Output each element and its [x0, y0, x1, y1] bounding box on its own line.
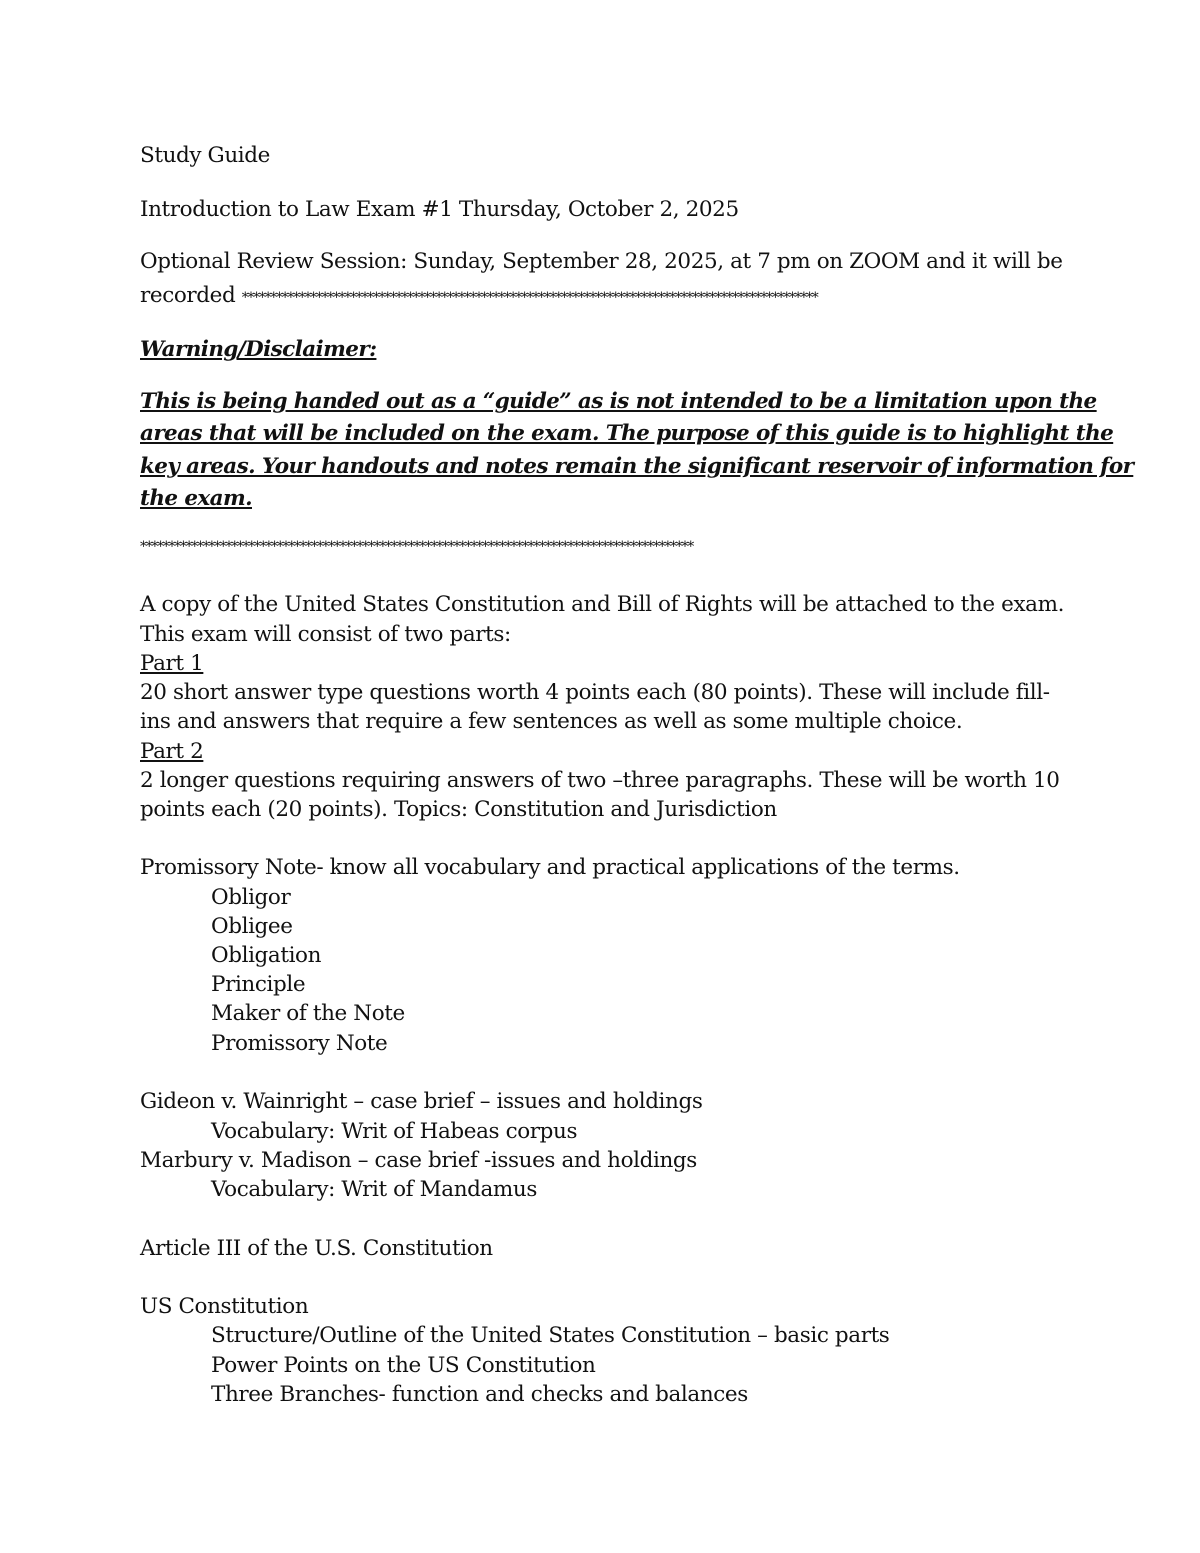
promissory-term: Maker of the Note: [211, 1001, 405, 1026]
part-2-text: points each (20 points). Topics: Constitution and Jurisdiction: [140, 797, 777, 822]
promissory-term: Obligee: [211, 914, 293, 939]
intro-line: A copy of the United States Constitution and Bill of Rights will be attached to the exam.: [140, 592, 1065, 617]
review-session-line: Optional Review Session: Sunday, September 28, 2025, at 7 pm on ZOOM and it will be: [140, 249, 1063, 274]
part-1-label: Part 1: [140, 651, 204, 676]
us-constitution-item: Power Points on the US Constitution: [211, 1353, 596, 1378]
us-constitution-item: Three Branches- function and checks and balances: [211, 1382, 748, 1407]
warning-heading: Warning/Disclaimer:: [140, 337, 377, 362]
part-2-text: 2 longer questions requiring answers of two –three paragraphs. These will be worth 10: [140, 768, 1060, 793]
review-session-line-2: [140, 281, 817, 313]
star-separator: *****************************************************************************************************: [241, 290, 818, 306]
part-1-text: 20 short answer type questions worth 4 points each (80 points). These will include fill-: [140, 680, 1050, 705]
part-2-label: Part 2: [140, 739, 204, 764]
warning-text-line: areas that will be included on the exam. The purpose of this guide is to highlight the: [140, 421, 1114, 446]
us-constitution-item: Structure/Outline of the United States Constitution – basic parts: [211, 1323, 890, 1348]
exam-line: Introduction to Law Exam #1 Thursday, October 2, 2025: [140, 197, 739, 222]
document-title: Study Guide: [140, 143, 270, 168]
gideon-vocabulary: Vocabulary: Writ of Habeas corpus: [211, 1119, 578, 1144]
intro-line: This exam will consist of two parts:: [140, 622, 511, 647]
promissory-term: Obligor: [211, 885, 291, 910]
gideon-case: Gideon v. Wainright – case brief – issues and holdings: [140, 1089, 703, 1114]
warning-text-line: the exam.: [140, 486, 252, 511]
promissory-heading: Promissory Note- know all vocabulary and practical applications of the terms.: [140, 855, 960, 880]
marbury-vocabulary: Vocabulary: Writ of Mandamus: [211, 1177, 537, 1202]
promissory-term: Promissory Note: [211, 1031, 388, 1056]
promissory-term: Principle: [211, 972, 306, 997]
warning-text-line: This is being handed out as a “guide” as is not intended to be a limitation upon the: [140, 389, 1097, 414]
star-separator: *************************************************************************************************: [140, 539, 693, 555]
part-1-text: ins and answers that require a few sentences as well as some multiple choice.: [140, 709, 963, 734]
us-constitution-heading: US Constitution: [140, 1294, 309, 1319]
article-three-line: Article III of the U.S. Constitution: [140, 1236, 493, 1261]
review-recorded-text: recorded: [140, 283, 236, 308]
promissory-term: Obligation: [211, 943, 322, 968]
warning-text-line: key areas. Your handouts and notes remain the significant reservoir of information for: [140, 454, 1134, 479]
marbury-case: Marbury v. Madison – case brief -issues and holdings: [140, 1148, 697, 1173]
